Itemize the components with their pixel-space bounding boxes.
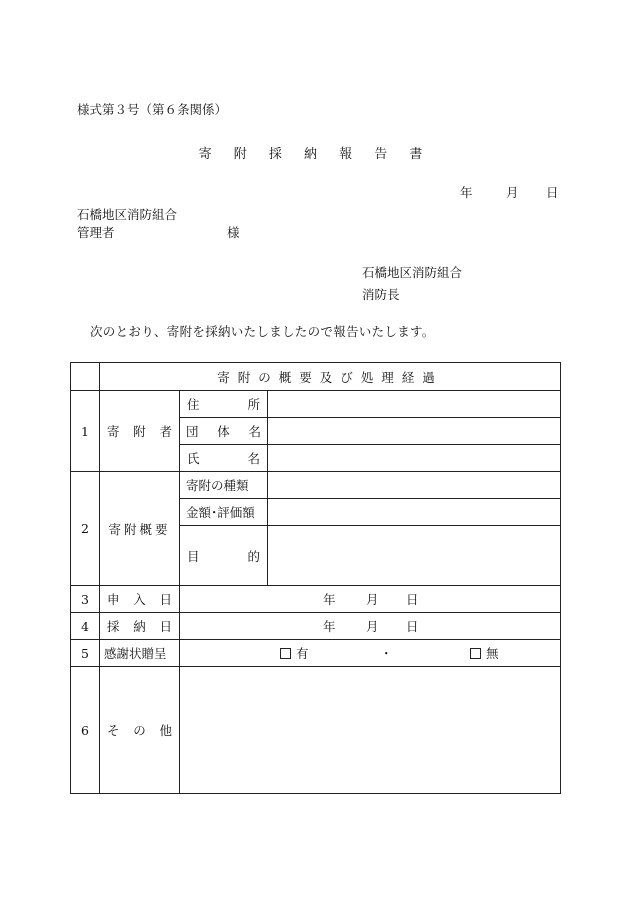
field-label-group-name — [180, 418, 268, 445]
group-name-value-cell[interactable] — [268, 418, 561, 445]
app-day-label: 日 — [406, 592, 419, 607]
label-char: 申 — [107, 592, 120, 607]
table-row — [71, 667, 561, 794]
label-char: の — [133, 723, 146, 738]
label-char: 住 — [187, 397, 200, 412]
app-year-label: 年 — [323, 592, 336, 607]
label-char: 名 — [247, 451, 260, 466]
acc-day-label: 日 — [406, 619, 419, 634]
acc-month-label: 月 — [366, 619, 379, 634]
field-label-purpose — [180, 526, 268, 586]
donation-table — [70, 362, 561, 794]
document-title: 寄 附 採 納 報 告 書 — [198, 147, 432, 162]
option-no-label: 無 — [486, 646, 499, 661]
label-char: 附 — [133, 424, 146, 439]
app-month-label: 月 — [366, 592, 379, 607]
table-row — [71, 391, 561, 418]
row-label-summary: 寄附概要 — [100, 472, 180, 586]
recipient-honorific: 様 — [227, 225, 240, 240]
table-row — [71, 640, 561, 667]
option-yes[interactable] — [280, 644, 309, 662]
sender-org: 石橋地区消防組合 — [362, 265, 463, 280]
row-label-donor — [100, 391, 180, 472]
checkbox-yes[interactable] — [280, 648, 291, 659]
label-char: 者 — [159, 424, 172, 439]
row-label-thanks: 感謝状贈呈 — [100, 640, 180, 667]
row-number: 5 — [71, 640, 100, 667]
option-yes-label: 有 — [296, 646, 309, 661]
field-label-name — [180, 445, 268, 472]
sender-role: 消防長 — [362, 287, 400, 302]
table-header: 寄附の概要及び処理経過 — [100, 363, 561, 391]
label-char: 他 — [159, 723, 172, 738]
name-value-cell[interactable] — [268, 445, 561, 472]
label-char: 的 — [247, 548, 260, 564]
row-label-other — [100, 667, 180, 794]
label-char: 納 — [133, 619, 146, 634]
label-char: 目 — [187, 548, 200, 564]
amount-value-cell[interactable] — [268, 499, 561, 526]
intro-text: 次のとおり、寄附を採納いたしましたので報告いたします。 — [90, 324, 435, 339]
label-char: 氏 — [187, 451, 200, 466]
table-row — [71, 586, 561, 613]
thanks-options-cell — [180, 640, 561, 667]
form-number: 様式第３号（第６条関係） — [77, 102, 228, 117]
label-char: 名 — [248, 424, 261, 439]
field-label-address — [180, 391, 268, 418]
row-number: 4 — [71, 613, 100, 640]
checkbox-no[interactable] — [470, 648, 481, 659]
label-char: 採 — [107, 619, 120, 634]
row-number: 2 — [71, 472, 100, 586]
date-month-label: 月 — [506, 185, 519, 200]
option-separator: ・ — [380, 646, 393, 661]
label-char: 入 — [133, 592, 146, 607]
date-year-label: 年 — [460, 185, 473, 200]
row-number: 6 — [71, 667, 100, 794]
option-no[interactable] — [470, 644, 499, 662]
label-char: そ — [107, 723, 120, 738]
label-char: 団 — [186, 424, 199, 439]
other-value-cell[interactable] — [180, 667, 561, 794]
label-char: 日 — [159, 592, 172, 607]
row-label-acceptance — [100, 613, 180, 640]
field-label-amount: 金額･評価額 — [180, 499, 268, 526]
row-label-application — [100, 586, 180, 613]
acc-year-label: 年 — [323, 619, 336, 634]
address-value-cell[interactable] — [268, 391, 561, 418]
purpose-value-cell[interactable] — [268, 526, 561, 586]
label-char: 寄 — [107, 424, 120, 439]
recipient-role: 管理者 — [77, 225, 115, 240]
label-char: 体 — [217, 424, 230, 439]
field-label-type: 寄附の種類 — [180, 472, 268, 499]
acceptance-date-cell[interactable] — [180, 613, 561, 640]
type-value-cell[interactable] — [268, 472, 561, 499]
table-row — [71, 613, 561, 640]
table-row — [71, 472, 561, 499]
table-header-row — [71, 363, 561, 391]
label-char: 所 — [247, 397, 260, 412]
header-blank-cell — [71, 363, 100, 391]
label-char: 日 — [159, 619, 172, 634]
application-date-cell[interactable] — [180, 586, 561, 613]
recipient-org: 石橋地区消防組合 — [77, 207, 178, 222]
date-day-label: 日 — [546, 185, 559, 200]
row-number: 3 — [71, 586, 100, 613]
row-number: 1 — [71, 391, 100, 472]
